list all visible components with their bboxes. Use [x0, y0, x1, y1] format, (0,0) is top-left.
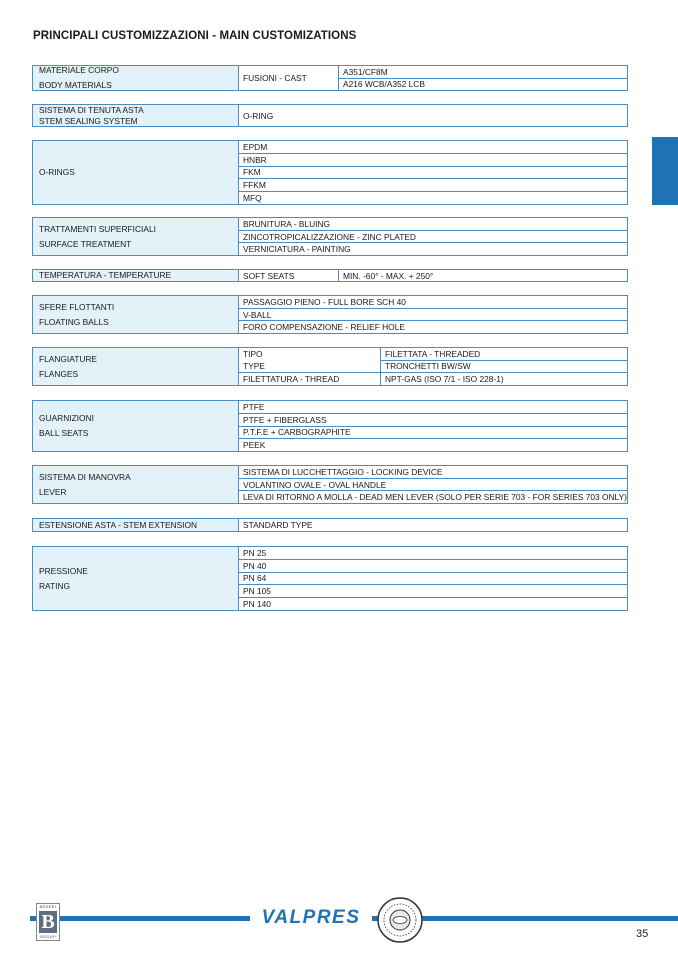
- spec-label: [33, 547, 239, 610]
- spec-values: [239, 141, 627, 204]
- value-cell: FILETTATA - THREADED: [385, 348, 481, 359]
- spec-temperature: [32, 269, 628, 282]
- value-cell: FFKM: [243, 180, 266, 191]
- page-title: PRINCIPALI CUSTOMIZZAZIONI - MAIN CUSTOMIZATIONS: [33, 30, 357, 42]
- section-tab: [652, 137, 678, 205]
- label-en: FLOATING BALLS: [39, 316, 109, 327]
- flange-type-it: TIPO: [243, 349, 263, 359]
- value-cell: A351/CF8M: [343, 66, 388, 77]
- label-it: TRATTAMENTI SUPERFICIALI: [39, 223, 156, 234]
- value-cell: SISTEMA DI LUCCHETTAGGIO - LOCKING DEVICE: [243, 466, 443, 477]
- logo-top-text: BESERI: [39, 905, 57, 909]
- seat-type-cell: SOFT SEATS: [239, 270, 339, 281]
- value-cell: PN 25: [243, 547, 267, 558]
- label-text: TEMPERATURA - TEMPERATURE: [39, 270, 172, 280]
- flange-type-en: TYPE: [243, 361, 265, 371]
- label-en: LEVER: [39, 486, 67, 497]
- spec-values: [239, 547, 627, 610]
- value-cell: PN 40: [243, 560, 267, 571]
- spec-lever: [32, 465, 628, 504]
- value-cell: TRONCHETTI BW/SW: [381, 360, 627, 373]
- value-cell: VERNICIATURA - PAINTING: [243, 244, 351, 255]
- value-cell: V-BALL: [243, 309, 272, 320]
- spec-values: [239, 218, 627, 255]
- label-it: SISTEMA DI TENUTA ASTA: [39, 104, 144, 115]
- certification-seal-icon: [376, 896, 424, 944]
- logo-bottom-text: GROUP: [39, 935, 57, 939]
- spec-stem-extension: [32, 518, 628, 532]
- brand-text: VALPRES: [261, 907, 361, 928]
- page-number: 35: [636, 928, 649, 940]
- spec-o-rings: [32, 140, 628, 205]
- value-cell: EPDM: [243, 141, 268, 152]
- value-cell: FORO COMPENSAZIONE - RELIEF HOLE: [243, 322, 405, 333]
- spec-pressure-rating: [32, 546, 628, 611]
- value-cell: PASSAGGIO PIENO - FULL BORE SCH 40: [243, 296, 406, 307]
- spec-label: [33, 296, 239, 333]
- spec-label: [33, 348, 239, 385]
- spec-label: [33, 401, 239, 451]
- value-cell: PN 140: [243, 599, 271, 610]
- label-text: ESTENSIONE ASTA - STEM EXTENSION: [39, 520, 198, 530]
- label-en: SURFACE TREATMENT: [39, 238, 132, 249]
- spec-flanges: [32, 347, 628, 386]
- label-it: PRESSIONE: [39, 565, 88, 576]
- spec-label: [33, 66, 239, 90]
- spec-label: [33, 466, 239, 503]
- spec-label: [33, 218, 239, 255]
- label-it: FLANGIATURE: [39, 353, 98, 364]
- spec-values: [239, 296, 627, 333]
- label-it: SFERE FLOTTANTI: [39, 301, 115, 312]
- spec-label: [33, 105, 239, 126]
- cast-type-cell: FUSIONI - CAST: [239, 66, 339, 90]
- spec-floating-balls: [32, 295, 628, 334]
- value-cell: NPT-GAS (ISO 7/1 - ISO 228-1): [385, 374, 504, 384]
- value-cell: PN 64: [243, 573, 267, 584]
- label-it: SISTEMA DI MANOVRA: [39, 471, 131, 482]
- valpres-logo: [250, 905, 372, 931]
- value-cell: STANDARD TYPE: [243, 520, 313, 530]
- spec-surface-treatment: [32, 217, 628, 256]
- spec-values: [239, 401, 627, 451]
- spec-values: [239, 348, 627, 385]
- value-cell: O-RING: [243, 110, 274, 121]
- spec-ball-seats: [32, 400, 628, 452]
- value-cell: PTFE: [243, 401, 265, 412]
- spec-values: [339, 66, 627, 90]
- value-cell: BRUNITURA - BLUING: [243, 218, 331, 229]
- value-cell: VOLANTINO OVALE - OVAL HANDLE: [243, 479, 387, 490]
- thread-label-cell: FILETTATURA - THREAD: [239, 373, 381, 385]
- label-text: O-RINGS: [39, 167, 75, 177]
- spec-label: [33, 519, 239, 531]
- value-cell: PEEK: [243, 440, 266, 451]
- value-cell: MFQ: [243, 193, 262, 204]
- value-cell: FKM: [243, 167, 261, 178]
- value-cell: LEVA DI RITORNO A MOLLA - DEAD MEN LEVER (SOLO PER SERIE 703 - FOR SERIES 703 ONLY): [243, 492, 627, 503]
- label-en: BODY MATERIALS: [39, 80, 112, 90]
- value-cell: ZINCOTROPICALIZZAZIONE - ZINC PLATED: [243, 231, 416, 242]
- value-cell: PTFE + FIBERGLASS: [243, 414, 327, 425]
- value-cell: HNBR: [243, 154, 267, 165]
- spec-label: [33, 141, 239, 204]
- label-en: RATING: [39, 580, 71, 591]
- logo-letter: B: [39, 911, 57, 933]
- label-en: FLANGES: [39, 368, 79, 379]
- label-it: GUARNIZIONI: [39, 413, 94, 423]
- spec-body-materials: [32, 65, 628, 91]
- label-en: STEM SEALING SYSTEM: [39, 115, 138, 126]
- value-cell: PN 105: [243, 586, 271, 597]
- label-it: MATERIALE CORPO: [39, 65, 119, 75]
- label-en: BALL SEATS: [39, 428, 89, 438]
- value-cell: MIN. -60° - MAX. + 250°: [343, 270, 434, 281]
- spec-stem-sealing: [32, 104, 628, 127]
- spec-values: [239, 466, 627, 503]
- beseri-group-logo: [36, 903, 60, 941]
- value-cell: P.T.F.E + CARBOGRAPHITE: [243, 427, 351, 438]
- value-cell: A216 WCB/A352 LCB: [343, 79, 425, 90]
- spec-label: [33, 270, 239, 281]
